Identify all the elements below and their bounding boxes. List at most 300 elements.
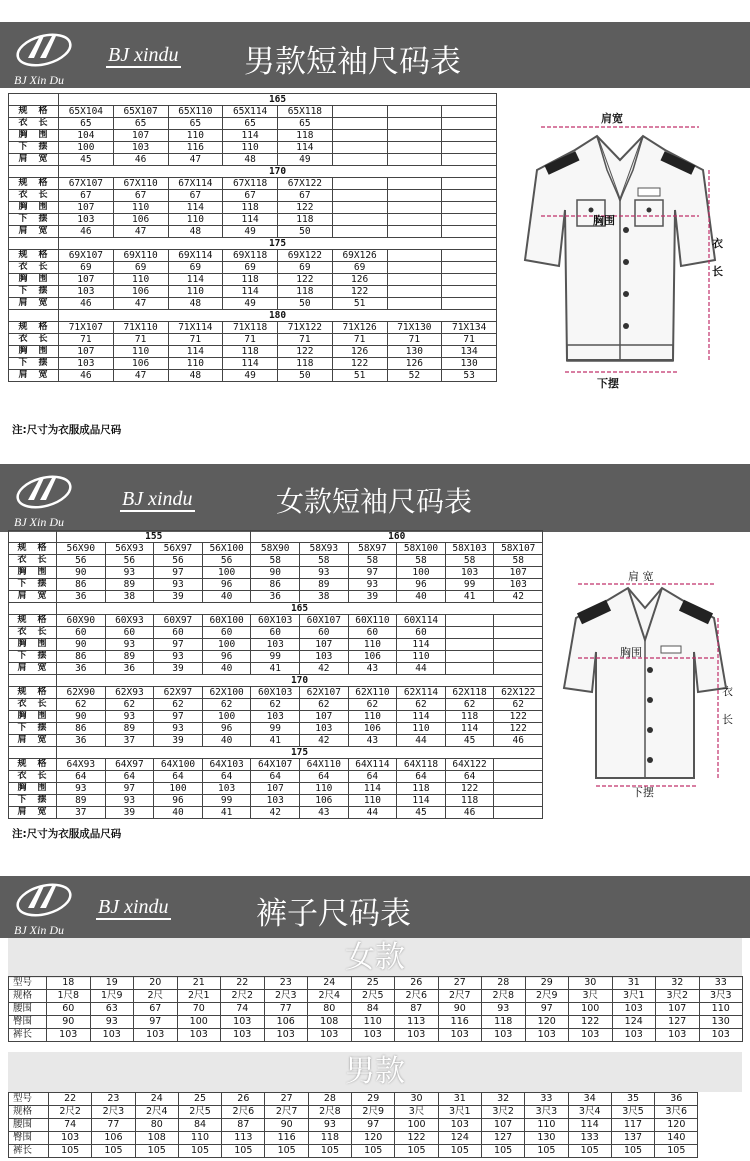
pants-cell: 105 (481, 1145, 524, 1158)
pants-cell: 103 (351, 1029, 395, 1042)
row-label: 胸 围 (9, 274, 59, 286)
female-pants-table (8, 976, 743, 1042)
pants-cell: 28 (308, 1093, 351, 1106)
size-cell: 47 (113, 298, 168, 310)
row-label: 下 摆 (9, 651, 57, 663)
size-cell: 62X100 (202, 687, 251, 699)
pants-cell: 105 (308, 1145, 351, 1158)
size-cell: 107 (300, 639, 349, 651)
size-cell: 64 (251, 771, 300, 783)
size-cell: 110 (300, 783, 349, 795)
size-row-sizes (9, 543, 543, 555)
pants-cell: 105 (525, 1145, 568, 1158)
diagram-length-label: 衣长 (722, 685, 733, 726)
pants-cell: 30 (395, 1093, 438, 1106)
size-cell (332, 118, 387, 130)
size-cell (445, 663, 494, 675)
row-label: 规 格 (9, 250, 59, 262)
size-cell (387, 190, 442, 202)
size-cell: 110 (168, 358, 223, 370)
size-cell: 116 (168, 142, 223, 154)
size-cell: 47 (168, 154, 223, 166)
pants-cell: 3尺4 (568, 1106, 611, 1119)
pants-cell: 120 (352, 1132, 395, 1145)
size-cell: 41 (251, 735, 300, 747)
size-cell: 69X110 (113, 250, 168, 262)
size-cell: 103 (300, 723, 349, 735)
size-cell: 43 (348, 735, 397, 747)
row-label: 胸 围 (9, 567, 57, 579)
pants-cell: 130 (699, 1016, 743, 1029)
size-cell: 64X93 (57, 759, 106, 771)
logo-text: BJ Xin Du (14, 73, 64, 87)
height-label: 170 (59, 166, 497, 178)
female-shirt-title: 女款短袖尺码表 (276, 485, 473, 518)
height-row-blank (9, 238, 59, 250)
size-cell: 58X90 (251, 543, 300, 555)
pants-cell: 103 (264, 1029, 308, 1042)
pants-cell: 90 (265, 1119, 308, 1132)
size-cell: 118 (445, 711, 494, 723)
row-label: 规 格 (9, 178, 59, 190)
size-row-chest (9, 274, 497, 286)
size-cell (442, 130, 497, 142)
pants-cell: 130 (525, 1132, 568, 1145)
pants-cell: 103 (90, 1029, 134, 1042)
size-cell: 65X114 (223, 106, 278, 118)
size-cell: 103 (494, 579, 543, 591)
pants-cell: 2尺4 (135, 1106, 178, 1119)
size-cell: 50 (278, 370, 333, 382)
size-cell: 114 (223, 214, 278, 226)
size-cell: 97 (154, 567, 203, 579)
brand-logo (14, 28, 84, 88)
row-label: 衣 长 (9, 627, 57, 639)
size-cell: 96 (202, 579, 251, 591)
pants-cell: 77 (264, 1003, 308, 1016)
pants-cell: 2尺2 (221, 990, 265, 1003)
pants-cell: 103 (395, 1029, 439, 1042)
size-cell: 69 (59, 262, 114, 274)
pants-cell: 84 (351, 1003, 395, 1016)
pants-cell: 67 (134, 1003, 178, 1016)
size-cell: 62 (348, 699, 397, 711)
size-cell: 62X97 (154, 687, 203, 699)
size-cell (387, 286, 442, 298)
size-cell: 39 (154, 591, 203, 603)
size-cell: 86 (57, 651, 106, 663)
male-shirt-drawing (505, 100, 735, 410)
pants-cell: 31 (438, 1093, 481, 1106)
size-cell: 50 (278, 298, 333, 310)
size-cell: 62X110 (348, 687, 397, 699)
size-cell (442, 178, 497, 190)
pants-cell: 117 (611, 1119, 654, 1132)
pants-cell: 3尺3 (699, 990, 743, 1003)
pants-cell: 63 (90, 1003, 134, 1016)
size-cell: 60 (154, 627, 203, 639)
pants-cell: 116 (265, 1132, 308, 1145)
size-cell: 114 (397, 795, 446, 807)
size-cell: 122 (278, 346, 333, 358)
size-cell: 62 (397, 699, 446, 711)
size-cell: 40 (202, 591, 251, 603)
size-cell: 46 (59, 298, 114, 310)
size-cell: 42 (300, 663, 349, 675)
size-cell (387, 142, 442, 154)
pants-cell: 97 (525, 1003, 569, 1016)
pants-cell: 24 (135, 1093, 178, 1106)
row-label: 型号 (9, 1093, 49, 1106)
size-cell: 93 (105, 795, 154, 807)
size-cell: 110 (348, 795, 397, 807)
size-cell: 90 (57, 711, 106, 723)
size-cell: 103 (445, 567, 494, 579)
size-cell: 122 (494, 723, 543, 735)
size-cell: 56 (105, 555, 154, 567)
pants-cell: 103 (49, 1132, 92, 1145)
size-cell: 103 (59, 358, 114, 370)
pants-row (9, 1145, 698, 1158)
row-label: 下 摆 (9, 579, 57, 591)
pants-cell: 118 (482, 1016, 526, 1029)
pants-row (9, 1106, 698, 1119)
size-cell: 104 (59, 130, 114, 142)
pants-cell: 33 (525, 1093, 568, 1106)
height-row-blank (9, 94, 59, 106)
size-cell: 97 (348, 567, 397, 579)
size-cell: 118 (397, 783, 446, 795)
size-cell: 71X122 (278, 322, 333, 334)
size-cell: 103 (113, 142, 168, 154)
size-cell: 130 (442, 358, 497, 370)
pants-cell: 100 (395, 1119, 438, 1132)
brand-name: BJ xindu (122, 488, 193, 510)
size-cell: 60X114 (397, 615, 446, 627)
size-cell: 64X100 (154, 759, 203, 771)
size-cell: 69 (332, 262, 387, 274)
size-cell (442, 202, 497, 214)
size-cell: 58 (251, 555, 300, 567)
size-cell: 110 (168, 214, 223, 226)
row-label: 规 格 (9, 759, 57, 771)
pants-cell: 21 (177, 977, 221, 990)
pants-cell: 36 (655, 1093, 698, 1106)
pants-cell: 103 (438, 1119, 481, 1132)
pants-cell: 110 (699, 1003, 743, 1016)
size-cell: 110 (397, 651, 446, 663)
pants-cell: 103 (177, 1029, 221, 1042)
size-cell: 64X118 (397, 759, 446, 771)
size-cell: 67X107 (59, 178, 114, 190)
female-shirt-size-table (8, 530, 543, 819)
size-cell: 67 (278, 190, 333, 202)
size-cell: 110 (113, 202, 168, 214)
pants-cell: 122 (569, 1016, 613, 1029)
size-cell (332, 130, 387, 142)
pants-cell: 110 (525, 1119, 568, 1132)
size-cell: 126 (332, 274, 387, 286)
size-cell: 122 (332, 358, 387, 370)
size-cell: 52 (387, 370, 442, 382)
row-label: 规格 (9, 1106, 49, 1119)
size-cell: 93 (154, 651, 203, 663)
size-cell: 114 (223, 130, 278, 142)
size-row-length (9, 118, 497, 130)
size-cell (387, 118, 442, 130)
pants-cell: 18 (47, 977, 91, 990)
size-cell: 58 (494, 555, 543, 567)
pants-cell: 60 (47, 1003, 91, 1016)
female-shirt-note: 注:尺寸为衣服成品尺码 (12, 828, 122, 840)
size-row-chest (9, 346, 497, 358)
pants-row (9, 1093, 698, 1106)
size-cell: 100 (202, 639, 251, 651)
size-cell (494, 651, 543, 663)
pants-cell: 2尺1 (177, 990, 221, 1003)
size-cell: 106 (113, 358, 168, 370)
pants-cell: 20 (134, 977, 178, 990)
brand-logo (14, 878, 84, 938)
size-cell: 71 (442, 334, 497, 346)
pants-cell: 2尺8 (482, 990, 526, 1003)
size-cell: 89 (105, 723, 154, 735)
size-row-sizes (9, 759, 543, 771)
size-cell: 71 (223, 334, 278, 346)
row-label: 下 摆 (9, 142, 59, 154)
size-cell: 36 (57, 735, 106, 747)
size-cell (442, 214, 497, 226)
size-cell: 62X122 (494, 687, 543, 699)
size-cell: 65X107 (113, 106, 168, 118)
size-cell: 62 (105, 699, 154, 711)
size-cell: 103 (202, 783, 251, 795)
size-cell: 69X126 (332, 250, 387, 262)
pants-row (9, 1132, 698, 1145)
size-row-length (9, 334, 497, 346)
height-row-blank (9, 166, 59, 178)
pants-cell: 29 (525, 977, 569, 990)
size-cell: 48 (168, 370, 223, 382)
row-label: 下 摆 (9, 358, 59, 370)
size-cell: 46 (59, 370, 114, 382)
pants-cell: 120 (525, 1016, 569, 1029)
pants-cell: 3尺6 (655, 1106, 698, 1119)
row-label: 肩 宽 (9, 663, 57, 675)
size-cell: 36 (57, 663, 106, 675)
height-row-blank (9, 747, 57, 759)
size-cell: 107 (59, 346, 114, 358)
size-row-hem (9, 795, 543, 807)
pants-cell: 108 (308, 1016, 352, 1029)
size-cell (387, 250, 442, 262)
row-label: 肩 宽 (9, 154, 59, 166)
pants-cell: 2尺5 (178, 1106, 221, 1119)
size-cell: 42 (251, 807, 300, 819)
height-row (9, 166, 497, 178)
height-label: 155 (57, 531, 251, 543)
pants-cell: 22 (49, 1093, 92, 1106)
size-cell: 60 (251, 627, 300, 639)
row-label: 规 格 (9, 615, 57, 627)
size-row-chest (9, 783, 543, 795)
brand-name: BJ xindu (108, 44, 179, 66)
size-row-sizes (9, 687, 543, 699)
size-cell: 71X107 (59, 322, 114, 334)
size-cell (494, 807, 543, 819)
size-cell: 106 (348, 651, 397, 663)
pants-row (9, 977, 743, 990)
size-cell: 67 (59, 190, 114, 202)
row-label: 胸 围 (9, 711, 57, 723)
size-cell: 56X100 (202, 543, 251, 555)
row-label: 衣 长 (9, 771, 57, 783)
pants-cell: 103 (47, 1029, 91, 1042)
diagram-hem-label: 下摆 (632, 786, 654, 799)
pants-cell: 113 (395, 1016, 439, 1029)
size-cell: 65 (278, 118, 333, 130)
size-cell: 114 (168, 346, 223, 358)
row-label: 规 格 (9, 543, 57, 555)
pants-cell: 3尺3 (525, 1106, 568, 1119)
size-cell: 36 (251, 591, 300, 603)
size-row-length (9, 555, 543, 567)
size-cell: 64X107 (251, 759, 300, 771)
size-cell: 42 (494, 591, 543, 603)
logo-emblem-icon (14, 28, 74, 72)
pants-cell: 113 (222, 1132, 265, 1145)
size-cell: 40 (202, 735, 251, 747)
size-cell: 64 (57, 771, 106, 783)
pants-cell: 32 (481, 1093, 524, 1106)
male-shirt-note: 注:尺寸为衣服成品尺码 (12, 424, 122, 436)
size-cell: 100 (397, 567, 446, 579)
pants-cell: 103 (221, 1016, 265, 1029)
size-cell: 114 (168, 274, 223, 286)
size-cell: 62 (300, 699, 349, 711)
size-cell: 62 (57, 699, 106, 711)
size-cell: 67 (168, 190, 223, 202)
size-row-chest (9, 567, 543, 579)
size-cell: 64 (105, 771, 154, 783)
size-cell: 41 (202, 807, 251, 819)
size-cell: 107 (59, 274, 114, 286)
pants-cell: 2尺7 (438, 990, 482, 1003)
size-cell: 64X97 (105, 759, 154, 771)
height-row (9, 310, 497, 322)
row-label: 下 摆 (9, 214, 59, 226)
size-cell (442, 190, 497, 202)
pants-cell: 2尺5 (351, 990, 395, 1003)
pants-cell: 33 (699, 977, 743, 990)
height-label: 165 (59, 94, 497, 106)
size-cell: 69 (168, 262, 223, 274)
size-cell: 67X122 (278, 178, 333, 190)
logo-text: BJ Xin Du (14, 923, 64, 937)
pants-cell: 93 (90, 1016, 134, 1029)
size-cell (445, 615, 494, 627)
size-cell (442, 118, 497, 130)
size-cell: 130 (387, 346, 442, 358)
size-row-hem (9, 723, 543, 735)
diagram-shoulder-label: 肩宽 (601, 112, 623, 125)
diagram-chest-label: 胸围 (593, 214, 615, 227)
size-cell: 93 (348, 579, 397, 591)
size-cell: 89 (57, 795, 106, 807)
size-cell: 110 (348, 639, 397, 651)
size-cell: 51 (332, 370, 387, 382)
size-cell: 122 (445, 783, 494, 795)
logo-emblem-icon (14, 470, 74, 514)
size-cell (387, 262, 442, 274)
size-cell: 67X114 (168, 178, 223, 190)
size-cell (442, 274, 497, 286)
size-cell: 114 (223, 286, 278, 298)
row-label: 肩 宽 (9, 298, 59, 310)
size-cell: 56X93 (105, 543, 154, 555)
pants-cell: 22 (221, 977, 265, 990)
size-cell: 62X107 (300, 687, 349, 699)
size-cell (387, 178, 442, 190)
height-label: 170 (57, 675, 543, 687)
size-cell: 69X114 (168, 250, 223, 262)
size-cell: 60X93 (105, 615, 154, 627)
size-row-hem (9, 286, 497, 298)
pants-cell: 31 (612, 977, 656, 990)
pants-cell: 124 (438, 1132, 481, 1145)
pants-cell: 26 (395, 977, 439, 990)
row-label: 胸 围 (9, 783, 57, 795)
size-cell: 69X118 (223, 250, 278, 262)
female-shirt-diagram (548, 560, 743, 800)
size-cell: 64X122 (445, 759, 494, 771)
pants-cell: 74 (49, 1119, 92, 1132)
size-cell: 40 (397, 591, 446, 603)
size-cell: 56 (57, 555, 106, 567)
size-cell: 65 (59, 118, 114, 130)
pants-cell: 3尺5 (611, 1106, 654, 1119)
size-cell (494, 771, 543, 783)
row-label: 肩 宽 (9, 807, 57, 819)
size-cell: 122 (494, 711, 543, 723)
size-cell: 62 (494, 699, 543, 711)
height-label: 180 (59, 310, 497, 322)
size-cell: 67X110 (113, 178, 168, 190)
size-cell: 71X114 (168, 322, 223, 334)
pants-cell: 90 (47, 1016, 91, 1029)
pants-cell: 30 (569, 977, 613, 990)
size-cell: 71X118 (223, 322, 278, 334)
pants-cell: 137 (611, 1132, 654, 1145)
female-shirt-banner (0, 464, 750, 532)
pants-cell: 127 (656, 1016, 700, 1029)
row-label: 裤长 (9, 1029, 47, 1042)
size-cell: 65X104 (59, 106, 114, 118)
row-label: 胸 围 (9, 130, 59, 142)
pants-cell: 100 (177, 1016, 221, 1029)
size-cell: 106 (113, 214, 168, 226)
size-cell: 65 (113, 118, 168, 130)
row-label: 下 摆 (9, 723, 57, 735)
pants-cell: 105 (135, 1145, 178, 1158)
pants-cell: 127 (481, 1132, 524, 1145)
height-row-blank (9, 603, 57, 615)
size-cell: 60 (105, 627, 154, 639)
pants-cell: 29 (352, 1093, 395, 1106)
size-cell: 37 (57, 807, 106, 819)
pants-cell: 110 (351, 1016, 395, 1029)
size-cell: 122 (278, 202, 333, 214)
